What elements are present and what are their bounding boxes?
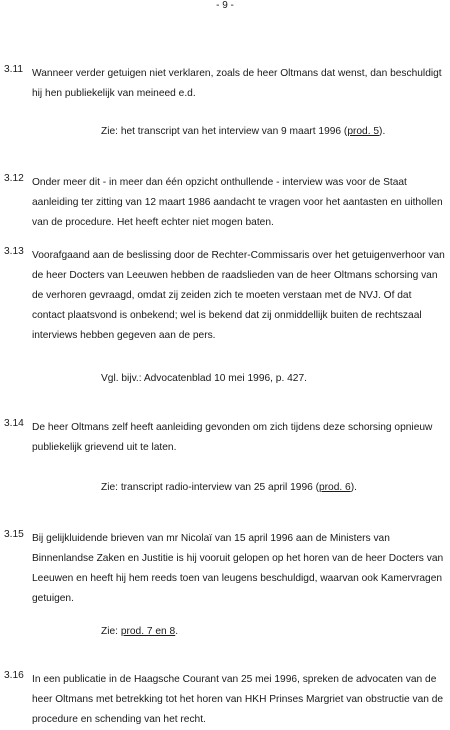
section-text: Voorafgaand aan de beslissing door de Rechter-Commissaris over het getuigenverhoor van de heer Docters van Leeuwen hebben de raadslieden van de heer Oltmans schorsing van de verhoren gevraagd, omdat zij zeiden zich te moeten verstaan met de NVJ. Of dat contact plaatsvond is onbekend; wel is bekend dat zij onmiddellijk buiten de rechtszaal interviews hebben gegeven aan de pers.	[32, 250, 445, 341]
production-link[interactable]: prod. 7 en 8	[120, 626, 176, 637]
reference-prefix: Zie: transcript radio-interview van 25 april 1996 (	[101, 482, 319, 493]
reference-suffix: ).	[379, 126, 386, 137]
section-text: De heer Oltmans zelf heeft aanleiding gevonden om zich tijdens deze schorsing opnieuw publiekelijk grievend uit te laten.	[32, 422, 433, 453]
section-text: Wanneer verder getuigen niet verklaren, zoals de heer Oltmans dat wenst, dan beschuldigt hij hen publiekelijk van meineed e.d.	[32, 68, 442, 99]
reference-suffix: ).	[350, 482, 357, 493]
reference-prefix: Vgl. bijv.: Advocatenblad 10 mei 1996, p. 427.	[101, 373, 307, 384]
section-number: 3.12	[4, 173, 24, 184]
production-link[interactable]: prod. 6	[319, 482, 351, 493]
section-number: 3.13	[4, 246, 24, 257]
reference-prefix: Zie: het transcript van het interview van 9 maart 1996 (	[101, 126, 348, 137]
section-3-12	[4, 173, 450, 233]
section-text: In een publicatie in de Haagsche Courant van 25 mei 1996, spreken de advocaten van de heer Oltmans met betrekking tot het horen van HKH Prinses Margriet van obstructie van de procedure en schending van het recht.	[32, 674, 444, 725]
section-3-14-reference	[101, 481, 357, 495]
reference-suffix: .	[175, 626, 179, 637]
section-number: 3.11	[4, 64, 24, 75]
section-number: 3.14	[4, 418, 24, 429]
section-text: Bij gelijkluidende brieven van mr Nicolaï van 15 april 1996 aan de Ministers van Binnenlandse Zaken en Justitie is hij vooruit gelopen op het horen van de heer Docters van Leeuwen en heeft hij hem reeds toen van leugens beschuldigd, waarvan ook Kamervragen getuigen.	[32, 533, 444, 604]
section-number: 3.16	[4, 670, 24, 681]
section-3-11	[4, 64, 450, 104]
section-3-13	[4, 246, 450, 346]
section-text: Onder meer dit - in meer dan één opzicht onthullende - interview was voor de Staat aanleiding ter zitting van 12 maart 1986 aandacht te vragen voor het aantasten en uithollen van de procedure. Het heeft echter niet mogen baten.	[32, 177, 443, 228]
section-3-11-reference	[101, 125, 385, 139]
reference-prefix: Zie:	[101, 626, 121, 637]
section-number: 3.15	[4, 529, 24, 540]
section-3-14	[4, 418, 450, 458]
section-3-15	[4, 529, 450, 609]
section-3-16	[4, 670, 450, 730]
section-3-15-reference	[101, 625, 178, 639]
page-number: - 9 -	[216, 0, 234, 11]
production-link[interactable]: prod. 5	[347, 126, 380, 137]
section-3-13-reference	[101, 372, 307, 386]
